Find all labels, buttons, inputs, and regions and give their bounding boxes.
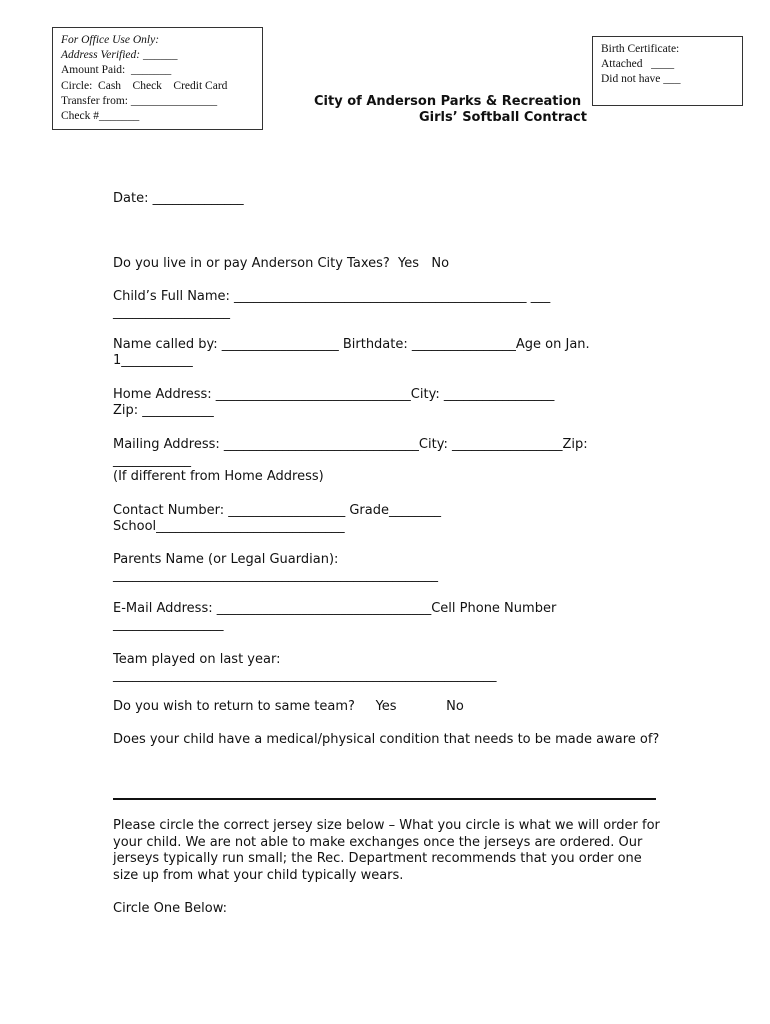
address-verified-field: Address Verified: ______: [61, 49, 178, 62]
email-cell-phone-field[interactable]: E-Mail Address: _________________________________Cell Phone Number: [113, 601, 557, 616]
parents-name-label: Parents Name (or Legal Guardian):: [113, 552, 339, 567]
team-last-year-field[interactable]: ___________________________________________________________: [113, 668, 497, 683]
age-on-jan-field[interactable]: 1___________: [113, 353, 193, 368]
mailing-zip-field[interactable]: ____________: [113, 453, 191, 468]
transfer-from-field: Transfer from: _______________: [61, 94, 218, 107]
home-zip-field[interactable]: Zip: ___________: [113, 403, 214, 418]
payment-method-options: Circle: Cash Check Credit Card: [61, 79, 228, 92]
return-team-question[interactable]: Do you wish to return to same team? Yes No: [113, 699, 464, 714]
name-called-birthdate-field[interactable]: Name called by: __________________ Birthdate: ________________Age on Jan.: [113, 337, 590, 352]
office-use-box: [52, 27, 263, 130]
taxes-question[interactable]: Do you live in or pay Anderson City Taxes? Yes No: [113, 256, 450, 271]
date-field[interactable]: Date: ______________: [113, 191, 244, 206]
office-use-heading: For Office Use Only:: [61, 34, 160, 46]
child-full-name-continued[interactable]: __________________: [113, 305, 230, 320]
team-last-year-label: Team played on last year:: [113, 652, 281, 667]
birth-certificate-heading: Birth Certificate:: [601, 43, 680, 55]
jersey-size-note: Please circle the correct jersey size below – What you circle is what we will order for your child. We are not able to make exchanges once the jerseys are ordered. Our jerseys typically run small; the Rec. Department recommends that you order one size up from what your child typically wears.: [113, 818, 660, 883]
home-address-field[interactable]: Home Address: ______________________________City: _________________: [113, 387, 555, 402]
birth-certificate-missing: Did not have ___: [601, 73, 681, 86]
birth-certificate-attached: Attached ____: [601, 58, 675, 71]
check-number-field: Check #_______: [61, 110, 140, 123]
cell-phone-field[interactable]: _________________: [113, 617, 224, 632]
birth-certificate-box: [592, 36, 743, 106]
parents-name-field[interactable]: __________________________________________________: [113, 568, 438, 583]
page-subtitle: Girls’ Softball Contract: [419, 110, 587, 125]
circle-one-label: Circle One Below:: [113, 901, 228, 916]
medical-condition-question: Does your child have a medical/physical condition that needs to be made aware of?: [113, 732, 660, 747]
amount-paid-field: Amount Paid: _______: [61, 64, 172, 77]
school-field[interactable]: School_____________________________: [113, 519, 345, 534]
medical-answer-line[interactable]: [113, 798, 656, 800]
mailing-address-note: (If different from Home Address): [113, 469, 324, 484]
page-title: City of Anderson Parks & Recreation: [314, 94, 582, 109]
contact-number-grade-field[interactable]: Contact Number: __________________ Grade________: [113, 503, 441, 518]
mailing-address-field[interactable]: Mailing Address: ______________________________City: _________________Zip:: [113, 437, 588, 452]
child-full-name-field[interactable]: Child’s Full Name: _____________________________________________ ___: [113, 289, 551, 304]
